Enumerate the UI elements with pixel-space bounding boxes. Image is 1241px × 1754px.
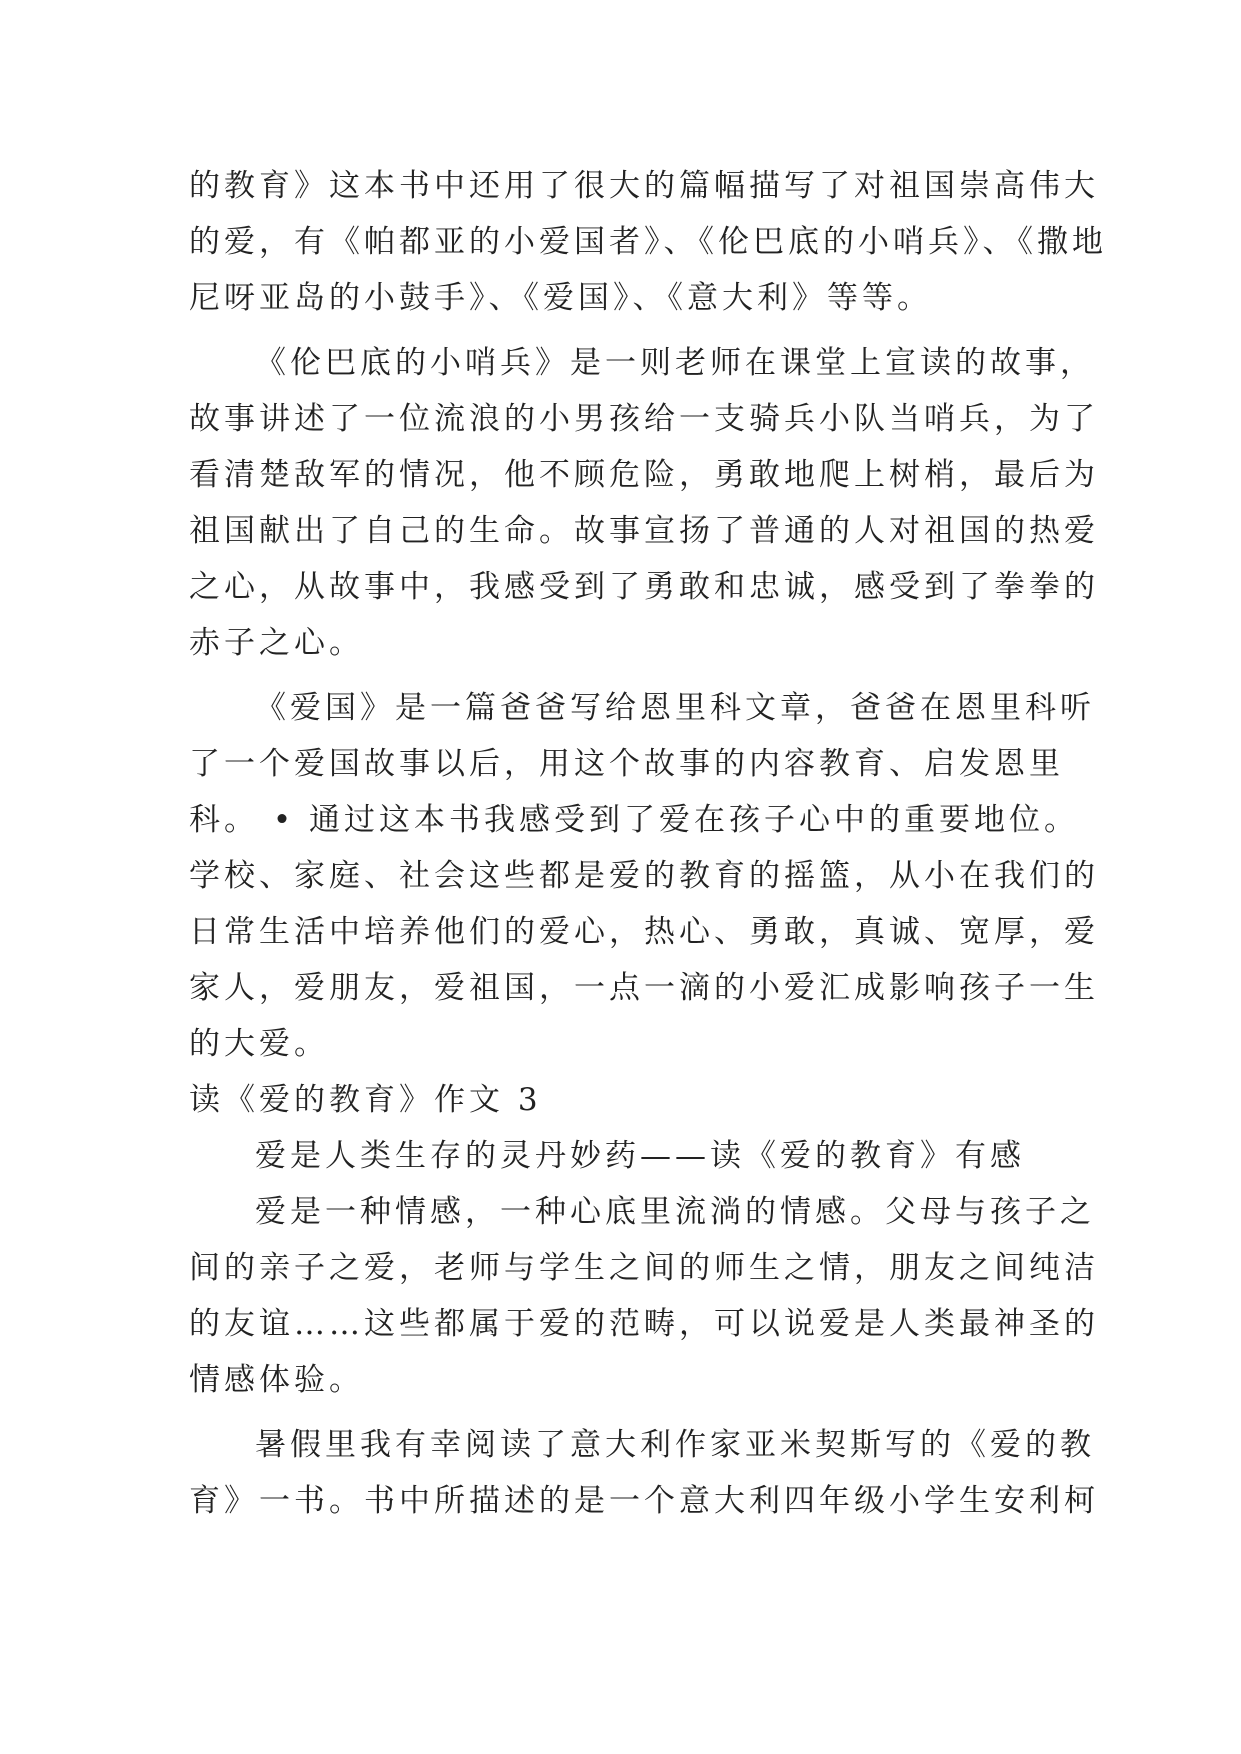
- essay-subtitle: 爱是人类生存的灵丹妙药——读《爱的教育》有感: [255, 1138, 1025, 1174]
- text-line: 日常生活中培养他们的爱心，热心、勇敢，真诚、宽厚，爱: [189, 914, 1099, 950]
- text-line: 的友谊……这些都属于爱的范畴，可以说爱是人类最神圣的: [189, 1306, 1099, 1342]
- text-line: 的爱，有《帕都亚的小爱国者》、《伦巴底的小哨兵》、《撒地: [189, 224, 1107, 260]
- text-line: 情感体验。: [189, 1362, 364, 1398]
- document-body: [189, 158, 1107, 1529]
- text-line: 家人，爱朋友，爱祖国，一点一滴的小爱汇成影响孩子一生: [189, 970, 1099, 1006]
- paragraph-first-line: 暑假里我有幸阅读了意大利作家亚米契斯写的《爱的教: [255, 1427, 1095, 1463]
- text-line: 看清楚敌军的情况，他不顾危险，勇敢地爬上树梢，最后为: [189, 457, 1099, 493]
- text-line: 学校、家庭、社会这些都是爱的教育的摇篮，从小在我们的: [189, 858, 1099, 894]
- text-line: 尼呀亚岛的小鼓手》、《爱国》、《意大利》等等。: [189, 280, 932, 316]
- text-line: 育》一书。书中所描述的是一个意大利四年级小学生安利柯: [189, 1483, 1099, 1519]
- text-line: 之心，从故事中，我感受到了勇敢和忠诚，感受到了拳拳的: [189, 569, 1099, 605]
- section-heading: 读《爱的教育》作文 3: [189, 1082, 542, 1118]
- paragraph-first-line: 《伦巴底的小哨兵》是一则老师在课堂上宣读的故事，: [255, 345, 1095, 381]
- text-line: 祖国献出了自己的生命。故事宣扬了普通的人对祖国的热爱: [189, 513, 1099, 549]
- text-line: 的大爱。: [189, 1026, 329, 1062]
- paragraph-first-line: 爱是一种情感，一种心底里流淌的情感。父母与孩子之: [255, 1194, 1095, 1230]
- text-line: 科。 • 通过这本书我感受到了爱在孩子心中的重要地位。: [189, 802, 1079, 838]
- text-line: 了一个爱国故事以后，用这个故事的内容教育、启发恩里: [189, 746, 1064, 782]
- paragraph-first-line: 《爱国》是一篇爸爸写给恩里科文章，爸爸在恩里科听: [255, 690, 1095, 726]
- text-line: 间的亲子之爱，老师与学生之间的师生之情，朋友之间纯洁: [189, 1250, 1099, 1286]
- text-line: 赤子之心。: [189, 625, 364, 661]
- text-line: 故事讲述了一位流浪的小男孩给一支骑兵小队当哨兵，为了: [189, 401, 1099, 437]
- text-line: 的教育》这本书中还用了很大的篇幅描写了对祖国崇高伟大: [189, 168, 1099, 204]
